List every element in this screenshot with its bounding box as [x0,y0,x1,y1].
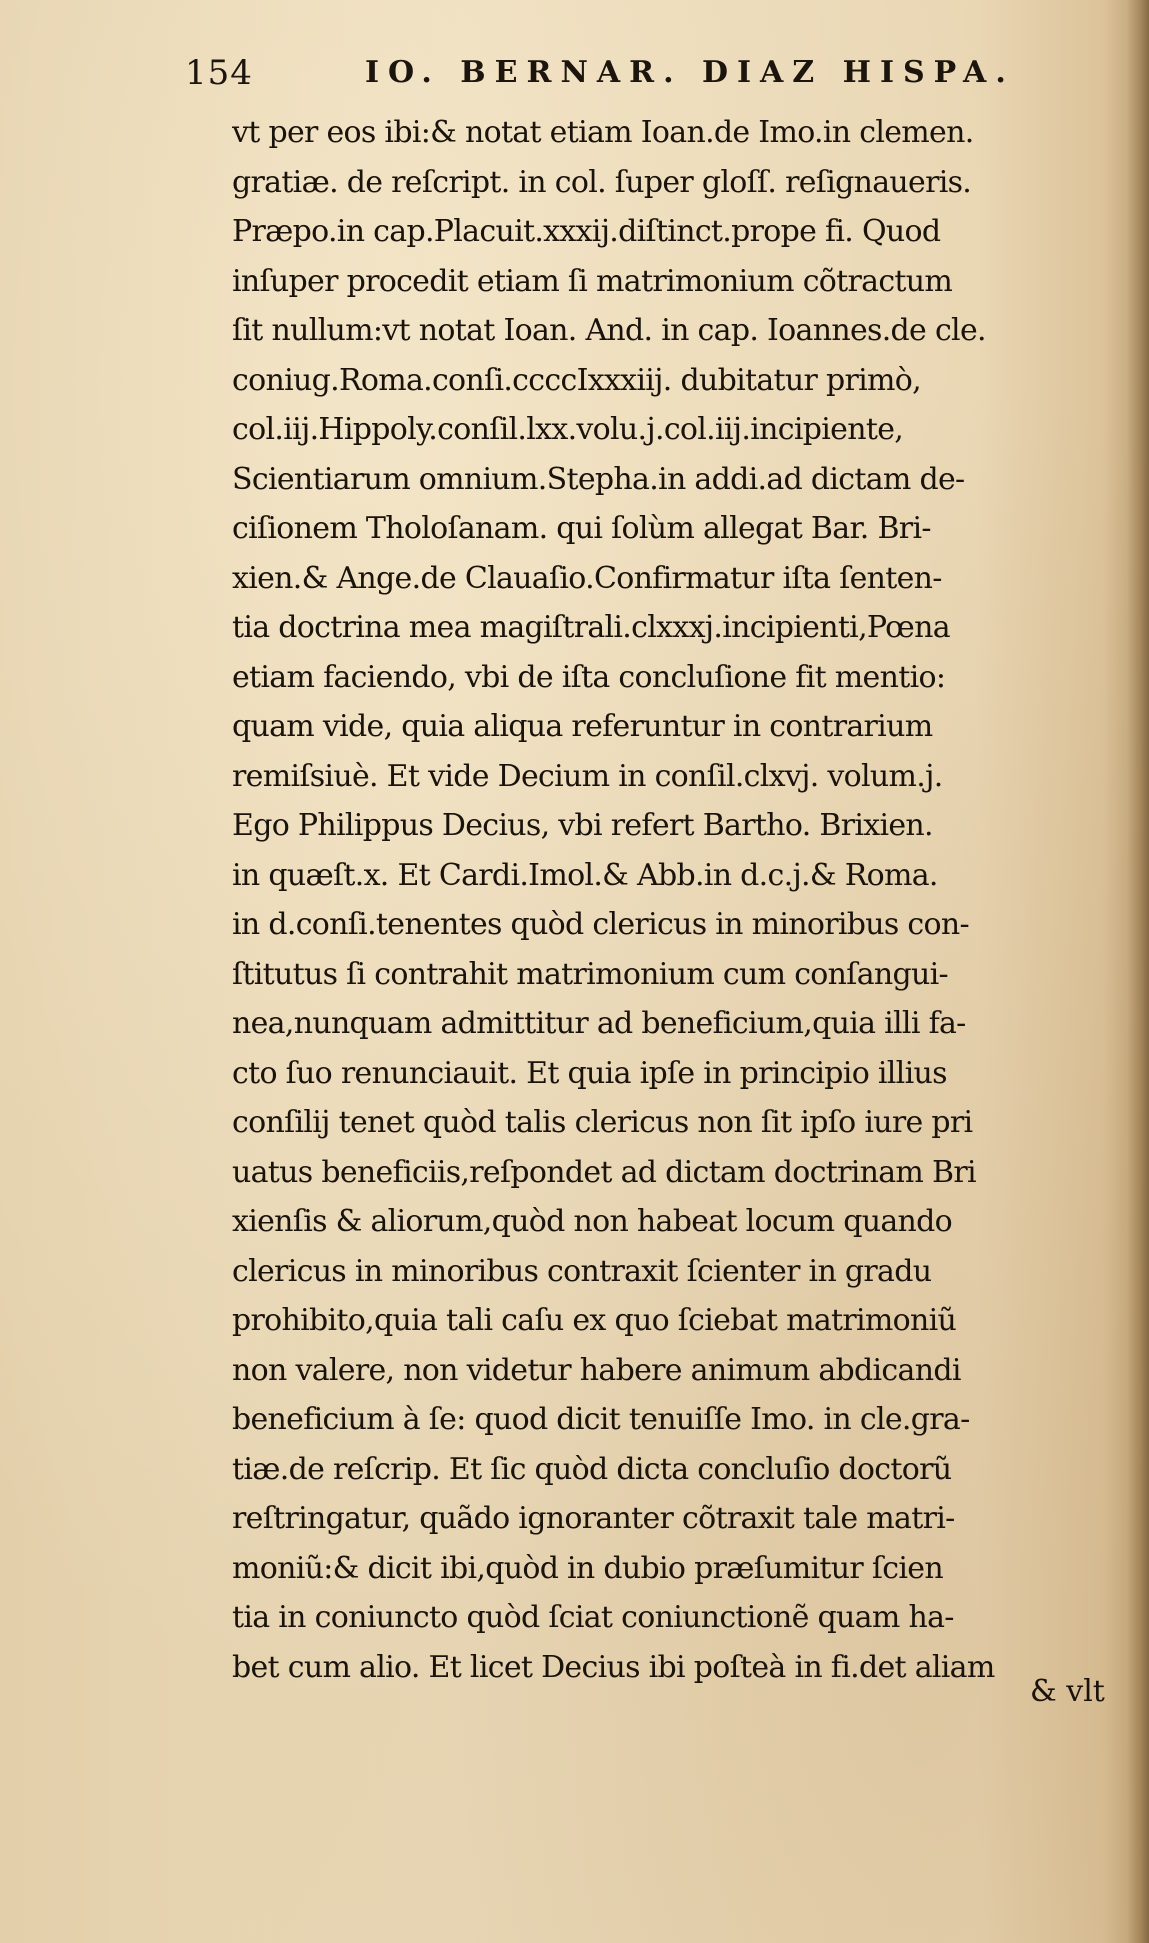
text-line: coniug.Roma.conſi.ccccIxxxiij. dubitatur primò, [232,362,921,398]
text-line: gratiæ. de reſcript. in col. ſuper gloſſ. reſignaueris. [232,164,972,200]
text-line: in quæſt.x. Et Cardi.Imol.& Abb.in d.c.j.& Roma. [232,857,938,893]
text-line: xienſis & aliorum,quòd non habeat locum quando [232,1204,953,1239]
running-head [185,48,1015,98]
text-line: vt per eos ibi:& notat etiam Ioan.de Imo.in clemen. [232,115,974,150]
text-line: Præpo.in cap.Placuit.xxxij.diſtinct.prope fi. Quod [232,214,941,249]
text-line: moniũ:& dicit ibi,quòd in dubio præſumitur ſcien [232,1550,943,1586]
running-title: IO. BERNAR. DIAZ HISPA. [365,55,1015,90]
text-line: bet cum alio. Et licet Decius ibi poſteà in fi.det aliam [232,1649,995,1685]
page-gutter-shadow [1127,0,1149,1943]
catchword: & vlt [1030,1674,1105,1709]
text-line: inſuper procedit etiam ſi matrimonium cõtractum [232,263,953,299]
text-line: uatus beneficiis,reſpondet ad dictam doctrinam Bri [232,1154,976,1190]
text-line: tiæ.de reſcrip. Et ſic quòd dicta concluſio doctorũ [232,1451,952,1487]
body-text [232,108,1124,1692]
text-line: ciſionem Tholoſanam. qui ſolùm allegat Bar. Bri- [232,511,931,546]
text-line: tia in coniuncto quòd ſciat coniunctionẽ quam ha- [232,1600,954,1635]
text-line: etiam faciendo, vbi de iſta concluſione fit mentio: [232,659,946,695]
text-line: remiſsiuè. Et vide Decium in conſil.clxvj. volum.j. [232,758,943,794]
text-line: nea,nunquam admittitur ad beneficium,quia illi fa- [232,1006,966,1041]
text-line: ſit nullum:vt notat Ioan. And. in cap. Ioannes.de cle. [232,313,986,348]
text-line: cto ſuo renunciauit. Et quia ipſe in principio illius [232,1055,947,1091]
text-line: xien.& Ange.de Clauaſio.Confirmatur iſta ſenten- [232,560,942,596]
text-line: reſtringatur, quãdo ignoranter cõtraxit tale matri- [232,1501,955,1536]
text-line: Scientiarum omnium.Stepha.in addi.ad dictam de- [232,461,965,497]
page-number: 154 [185,53,253,93]
text-line: tia doctrina mea magiſtrali.clxxxj.incipienti,Pœna [232,610,950,645]
text-line: beneficium à ſe: quod dicit tenuiſſe Imo. in cle.gra- [232,1402,970,1437]
text-line: prohibito,quia tali caſu ex quo ſciebat matrimoniũ [232,1303,957,1338]
text-line: non valere, non videtur habere animum abdicandi [232,1352,961,1388]
text-line: col.iij.Hippoly.conſil.lxx.volu.j.col.iij.incipiente, [232,412,904,447]
text-line: ſtitutus ſi contrahit matrimonium cum conſangui- [232,956,948,992]
text-line: Ego Philippus Decius, vbi refert Bartho. Brixien. [232,808,933,843]
text-line: conſilij tenet quòd talis clericus non ſit ipſo iure pri [232,1105,973,1140]
text-line: in d.conſi.tenentes quòd clericus in minoribus con- [232,907,969,942]
text-line: clericus in minoribus contraxit ſcienter in gradu [232,1253,932,1289]
text-line: quam vide, quia aliqua referuntur in contrarium [232,709,933,744]
